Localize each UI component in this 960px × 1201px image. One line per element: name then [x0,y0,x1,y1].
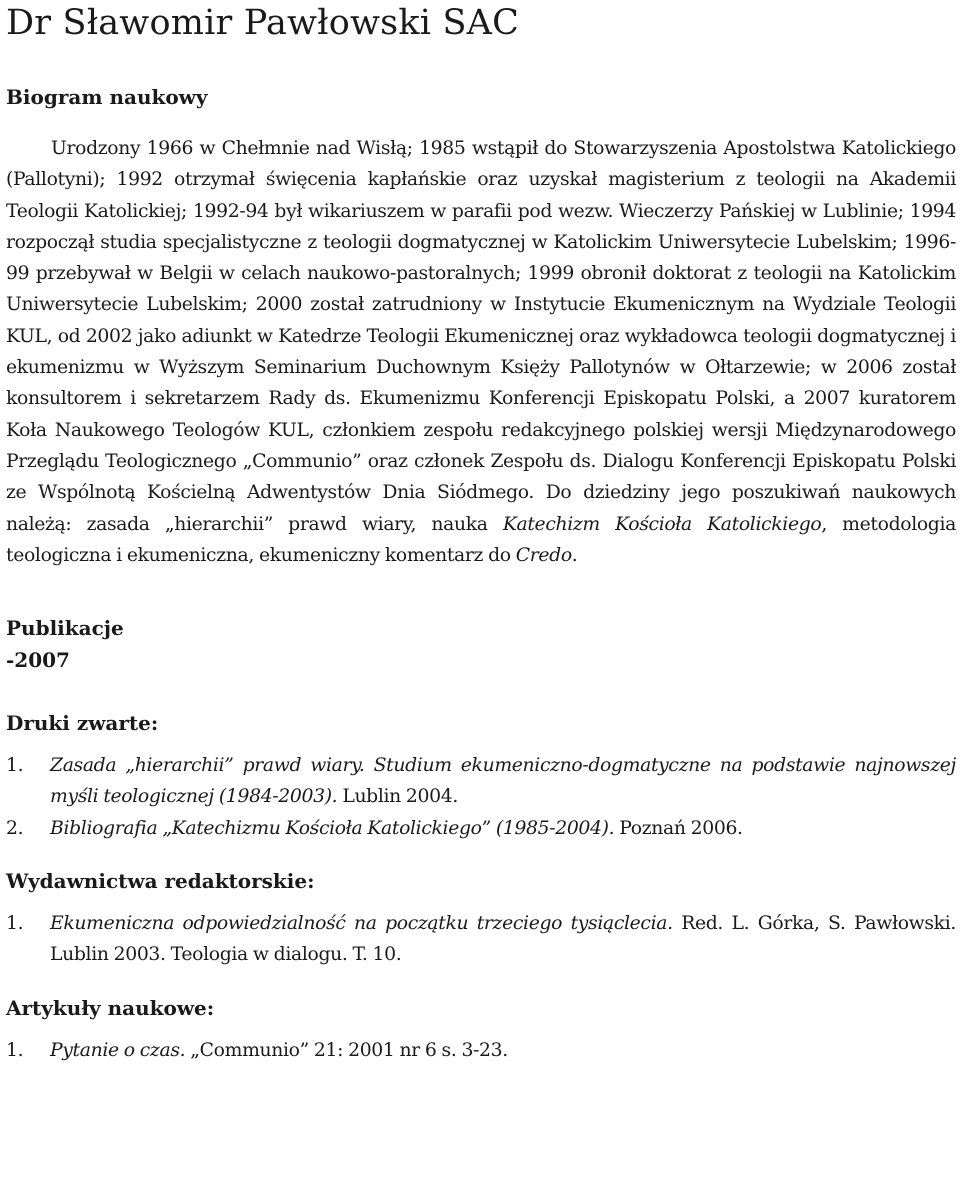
publications-heading: Publikacje [6,616,124,641]
entry-title: Pytanie o czas. [50,1039,186,1061]
list-item [6,813,956,844]
biogram-heading: Biogram naukowy [6,85,208,109]
entry-details: Lublin 2004. [337,786,458,808]
list-item [6,1035,956,1066]
page-title: Dr Sławomir Pawłowski SAC [6,3,520,43]
biogram-text-part1: Urodzony 1966 w Chełmnie nad Wisłą; 1985 wstąpił do Stowarzyszenia Apostolstwa Katolickiego (Pallotyni); 1992 otrzymał święcenia kapłańskie oraz uzyskał magisterium z teologii na Akademii Teologii Katolickiej; 1992-94 był wikariuszem w parafii pod wezw. Wieczerzy Pańskiej w Lublinie; 1994 rozpoczął studia specjalistyczne z teologii dogmatycznej w Katolickim Uniwersytecie Lubelskim; 1996-99 przebywał w Belgii w celach naukowo-pastoralnych; 1999 obronił doktorat z teologii na Katolickim Uniwersytecie Lubelskim; 2000 został zatrudniony w Instytucie Ekumenicznym na Wydziale Teologii KUL, od 2002 jako adiunkt w Katedrze Teologii Ekumenicznej oraz wykładowca teologii dogmatycznej i ekumenizmu w Wyższym Seminarium Duchownym Księży Pallotynów w Ołtarzewie; w 2006 został konsultorem i sekretarzem Rady ds. Ekumenizmu Konferencji Episkopatu Polski, a 2007 kuratorem Koła Naukowego Teologów KUL, członkiem zespołu redakcyjnego polskiej wersji Międzynarodowego Przeglądu Teologicznego „Communio” oraz członek Zespołu ds. Dialogu Konferencji Episkopatu Polski ze Wspólnotą Kościelną Adwentystów Dnia Siódmego. Do dziedziny jego poszukiwań naukowych należą: zasada „hierarchii” prawd wiary, nauka [6,138,956,535]
druki-zwarte-list [6,750,956,844]
biogram-paragraph [6,133,956,571]
section-heading-druki-zwarte: Druki zwarte: [6,711,159,736]
biogram-text-italic-katechizm: Katechizm Kościoła Katolickiego [502,513,822,535]
entry-title: Zasada „hierarchii” prawd wiary. Studium ekumeniczno-dogmatyczne na podstawie najnowszej myśli teologicznej (1984-2003). [50,755,956,808]
wydawnictwa-redaktorskie-list [6,908,956,971]
list-item [6,908,956,971]
entry-number: 1. [6,1039,24,1061]
entry-details: Red. L. Górka, S. Pawłowski. Lublin 2003. Teologia w dialogu. T. 10. [50,913,956,966]
biogram-text-italic-credo: Credo [515,544,572,566]
list-item [6,750,956,813]
entry-title: Bibliografia „Katechizmu Kościoła Katolickiego” (1985-2004). [50,817,615,839]
entry-details: Poznań 2006. [614,817,743,839]
section-heading-artykuly-naukowe: Artykuły naukowe: [6,995,215,1020]
section-heading-wydawnictwa-redaktorskie: Wydawnictwa redaktorskie: [6,869,315,894]
artykuly-naukowe-list [6,1035,956,1066]
entry-title: Ekumeniczna odpowiedzialność na początku trzeciego tysiąclecia. [50,913,673,935]
biogram-text-part3: . [571,544,578,566]
entry-number: 1. [6,913,24,935]
publications-year-heading: -2007 [6,648,70,673]
entry-number: 2. [6,817,24,839]
entry-number: 1. [6,755,24,777]
entry-details: „Communio” 21: 2001 nr 6 s. 3-23. [185,1039,508,1061]
biogram-text-part2: , metodologia teologiczna i ekumeniczna, ekumeniczny komentarz do [6,513,956,566]
